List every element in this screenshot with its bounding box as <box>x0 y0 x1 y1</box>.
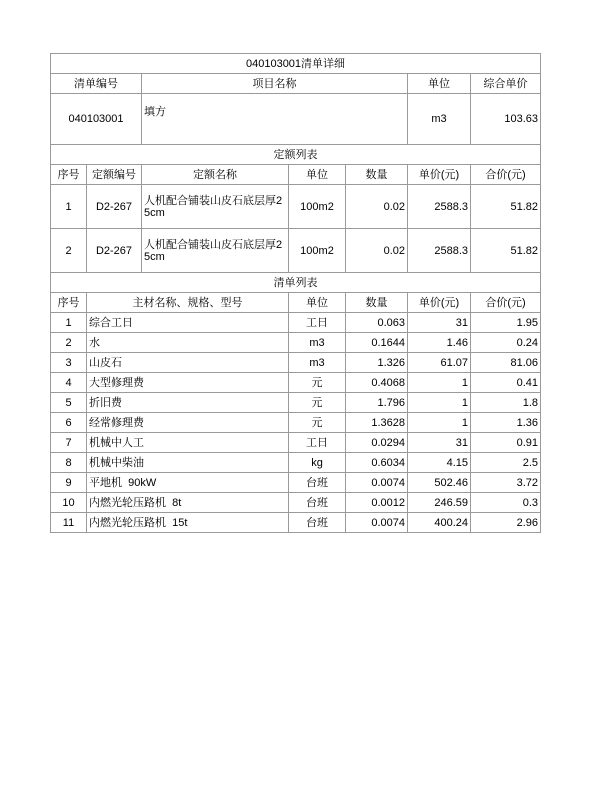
material-row <box>51 353 541 373</box>
material-no: 7 <box>51 433 87 453</box>
material-unit-price: 1 <box>408 413 471 433</box>
material-row <box>51 513 541 533</box>
material-name: 内燃光轮压路机 8t <box>87 493 289 513</box>
material-total: 1.95 <box>471 313 541 333</box>
material-no: 5 <box>51 393 87 413</box>
material-total: 3.72 <box>471 473 541 493</box>
material-unit-price: 1 <box>408 393 471 413</box>
material-qty: 0.6034 <box>346 453 408 473</box>
table-title: 040103001清单详细 <box>51 54 541 74</box>
material-row <box>51 433 541 453</box>
material-name: 大型修理费 <box>87 373 289 393</box>
material-row <box>51 413 541 433</box>
material-no: 8 <box>51 453 87 473</box>
material-qty: 1.796 <box>346 393 408 413</box>
material-unit-price: 31 <box>408 433 471 453</box>
quota-unit: 100m2 <box>289 185 346 229</box>
material-unit: 元 <box>289 413 346 433</box>
material-name: 平地机 90kW <box>87 473 289 493</box>
header-composite-price: 综合单价 <box>471 74 541 94</box>
quota-no: 2 <box>51 229 87 273</box>
material-name: 综合工日 <box>87 313 289 333</box>
material-qty: 1.3628 <box>346 413 408 433</box>
material-qty: 0.0074 <box>346 513 408 533</box>
header-unit: 单位 <box>408 74 471 94</box>
material-total: 0.3 <box>471 493 541 513</box>
title-row <box>51 54 541 74</box>
quota-header-unit: 单位 <box>289 165 346 185</box>
quota-total: 51.82 <box>471 185 541 229</box>
material-name: 机械中柴油 <box>87 453 289 473</box>
material-total: 1.8 <box>471 393 541 413</box>
bill-header-row <box>51 74 541 94</box>
material-unit: 台班 <box>289 473 346 493</box>
material-name: 山皮石 <box>87 353 289 373</box>
material-no: 3 <box>51 353 87 373</box>
bill-composite-price: 103.63 <box>471 94 541 145</box>
material-row <box>51 493 541 513</box>
material-no: 4 <box>51 373 87 393</box>
material-total: 1.36 <box>471 413 541 433</box>
material-no: 6 <box>51 413 87 433</box>
quota-header-unit-price: 单价(元) <box>408 165 471 185</box>
quota-section-row <box>51 145 541 165</box>
material-total: 2.5 <box>471 453 541 473</box>
material-no: 9 <box>51 473 87 493</box>
quota-unit-price: 2588.3 <box>408 229 471 273</box>
material-unit-price: 61.07 <box>408 353 471 373</box>
material-qty: 0.063 <box>346 313 408 333</box>
bill-item-name: 填方 <box>142 94 408 145</box>
material-unit-price: 1 <box>408 373 471 393</box>
quota-no: 1 <box>51 185 87 229</box>
material-total: 81.06 <box>471 353 541 373</box>
material-unit-price: 246.59 <box>408 493 471 513</box>
quota-header-code: 定额编号 <box>87 165 142 185</box>
material-header-unit: 单位 <box>289 293 346 313</box>
material-no: 1 <box>51 313 87 333</box>
material-header-name: 主材名称、规格、型号 <box>87 293 289 313</box>
material-row <box>51 313 541 333</box>
material-unit-price: 400.24 <box>408 513 471 533</box>
material-unit: kg <box>289 453 346 473</box>
material-qty: 0.0074 <box>346 473 408 493</box>
material-unit: 工日 <box>289 433 346 453</box>
material-qty: 0.4068 <box>346 373 408 393</box>
quota-code: D2-267 <box>87 229 142 273</box>
material-unit: 工日 <box>289 313 346 333</box>
material-no: 2 <box>51 333 87 353</box>
material-unit: 元 <box>289 393 346 413</box>
material-unit-price: 502.46 <box>408 473 471 493</box>
material-unit-price: 1.46 <box>408 333 471 353</box>
material-row <box>51 373 541 393</box>
quota-header-qty: 数量 <box>346 165 408 185</box>
material-header-qty: 数量 <box>346 293 408 313</box>
quota-row <box>51 185 541 229</box>
quota-header-name: 定额名称 <box>142 165 289 185</box>
material-unit-price: 4.15 <box>408 453 471 473</box>
header-bill-code: 清单编号 <box>51 74 142 94</box>
quota-qty: 0.02 <box>346 185 408 229</box>
quota-name: 人机配合铺装山皮石底层厚25cm <box>142 185 289 229</box>
material-unit-price: 31 <box>408 313 471 333</box>
quota-qty: 0.02 <box>346 229 408 273</box>
material-total: 2.96 <box>471 513 541 533</box>
material-total: 0.41 <box>471 373 541 393</box>
material-unit: 台班 <box>289 513 346 533</box>
materials-section-title: 清单列表 <box>51 273 541 293</box>
quota-header-row <box>51 165 541 185</box>
material-name: 经常修理费 <box>87 413 289 433</box>
material-total: 0.91 <box>471 433 541 453</box>
material-unit: m3 <box>289 333 346 353</box>
quota-unit-price: 2588.3 <box>408 185 471 229</box>
header-item-name: 项目名称 <box>142 74 408 94</box>
materials-section-row <box>51 273 541 293</box>
material-row <box>51 473 541 493</box>
quota-header-total: 合价(元) <box>471 165 541 185</box>
material-name: 内燃光轮压路机 15t <box>87 513 289 533</box>
bill-detail-table <box>50 53 541 533</box>
material-qty: 0.1644 <box>346 333 408 353</box>
material-header-no: 序号 <box>51 293 87 313</box>
material-unit: 台班 <box>289 493 346 513</box>
material-header-total: 合价(元) <box>471 293 541 313</box>
material-row <box>51 393 541 413</box>
material-total: 0.24 <box>471 333 541 353</box>
quota-row <box>51 229 541 273</box>
material-row <box>51 333 541 353</box>
quota-header-no: 序号 <box>51 165 87 185</box>
quota-total: 51.82 <box>471 229 541 273</box>
quota-code: D2-267 <box>87 185 142 229</box>
materials-header-row <box>51 293 541 313</box>
material-unit: 元 <box>289 373 346 393</box>
material-name: 机械中人工 <box>87 433 289 453</box>
material-row <box>51 453 541 473</box>
material-no: 10 <box>51 493 87 513</box>
material-qty: 0.0294 <box>346 433 408 453</box>
quota-section-title: 定额列表 <box>51 145 541 165</box>
material-name: 水 <box>87 333 289 353</box>
quota-name: 人机配合铺装山皮石底层厚25cm <box>142 229 289 273</box>
bill-code: 040103001 <box>51 94 142 145</box>
material-name: 折旧费 <box>87 393 289 413</box>
material-header-unit-price: 单价(元) <box>408 293 471 313</box>
bill-unit: m3 <box>408 94 471 145</box>
quota-unit: 100m2 <box>289 229 346 273</box>
material-qty: 1.326 <box>346 353 408 373</box>
material-no: 11 <box>51 513 87 533</box>
bill-row <box>51 94 541 145</box>
material-qty: 0.0012 <box>346 493 408 513</box>
material-unit: m3 <box>289 353 346 373</box>
